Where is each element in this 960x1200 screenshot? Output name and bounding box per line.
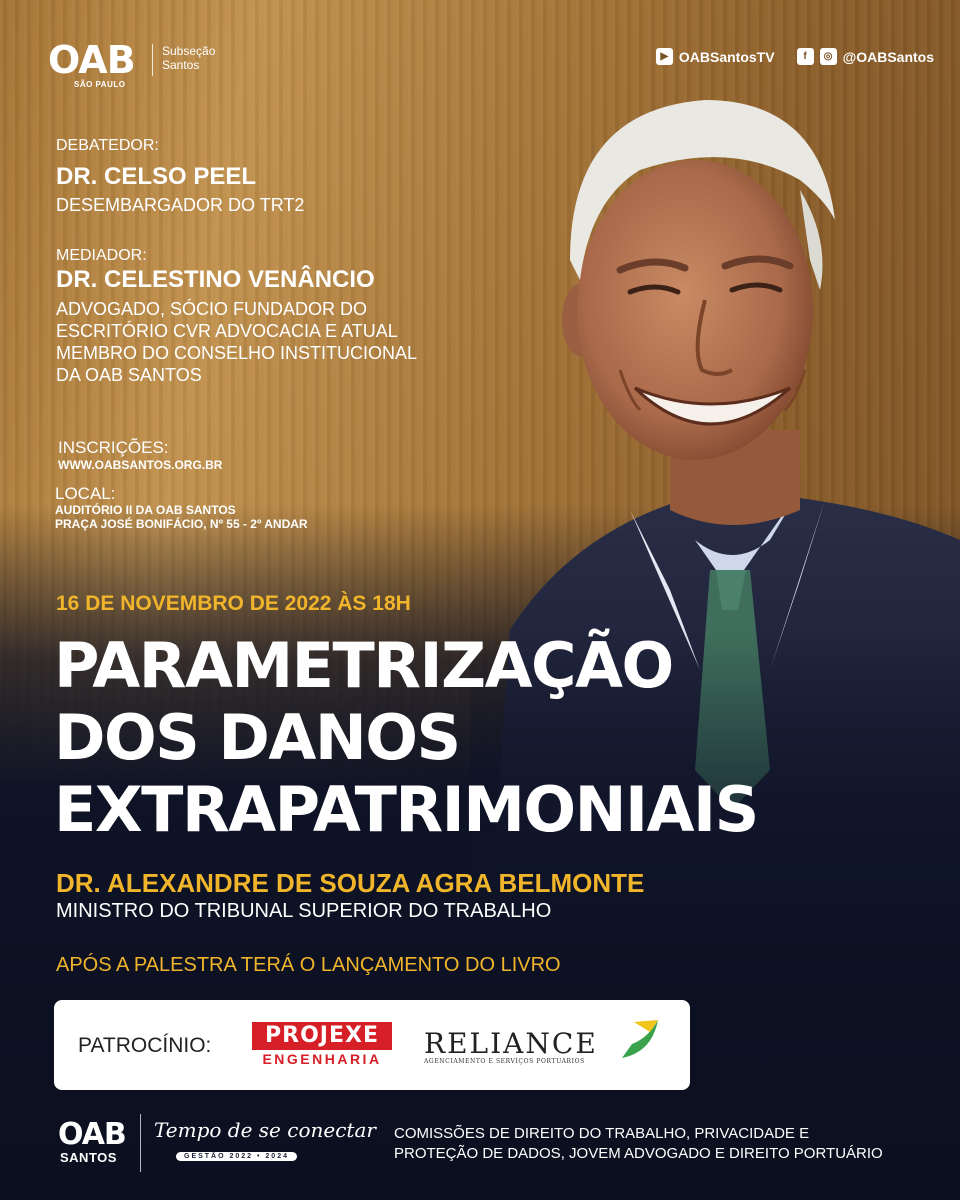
local-line1: AUDITÓRIO II DA OAB SANTOS: [55, 503, 236, 517]
instagram-icon: ◎: [820, 48, 837, 65]
mediador-role-line: ESCRITÓRIO CVR ADVOCACIA E ATUAL: [56, 321, 398, 341]
mediador-name: DR. CELESTINO VENÂNCIO: [56, 266, 375, 293]
mediador-role-line: MEMBRO DO CONSELHO INSTITUCIONAL: [56, 343, 418, 363]
footer-divider: [140, 1114, 141, 1172]
mediador-label: MEDIADOR:: [56, 247, 147, 264]
inscricoes-label: INSCRIÇÕES:: [58, 438, 169, 457]
projexe-sub: ENGENHARIA: [262, 1051, 382, 1067]
oab-santos-letters: OAB: [58, 1117, 126, 1152]
inscricoes-url[interactable]: WWW.OABSANTOS.ORG.BR: [58, 458, 223, 472]
mediador-role-line: ADVOGADO, SÓCIO FUNDADOR DO: [56, 299, 368, 319]
sponsor-panel: [54, 1000, 690, 1090]
gestao-badge: GESTÃO 2022 • 2024: [176, 1152, 297, 1161]
subsecao-line1: Subseção: [162, 44, 216, 58]
oab-logo-letters: OAB: [48, 38, 135, 82]
commissions-line: PROTEÇÃO DE DADOS, JOVEM ADVOGADO E DIREITO PORTUÁRIO: [394, 1145, 883, 1162]
reliance-sub: AGENCIAMENTO E SERVIÇOS PORTUÁRIOS: [424, 1058, 585, 1065]
book-launch-note: APÓS A PALESTRA TERÁ O LANÇAMENTO DO LIVRO: [56, 954, 561, 976]
commissions-line: COMISSÕES DE DIREITO DO TRABALHO, PRIVACIDADE E: [394, 1125, 810, 1142]
mediador-role: [56, 298, 417, 386]
event-title: [54, 630, 758, 846]
oab-santos-logo: [58, 1117, 126, 1165]
speaker-name: DR. ALEXANDRE DE SOUZA AGRA BELMONTE: [56, 868, 645, 898]
social-handle: @OABSantos: [842, 48, 934, 65]
local-label: LOCAL:: [55, 484, 116, 503]
event-title-line: DOS DANOS: [54, 701, 460, 774]
commissions-text: [394, 1124, 883, 1164]
youtube-handle: OABSantosTV: [678, 48, 775, 65]
event-date: 16 DE NOVEMBRO DE 2022 ÀS 18H: [56, 592, 411, 615]
debatedor-role: DESEMBARGADOR DO TRT2: [56, 195, 305, 215]
debatedor-name: DR. CELSO PEEL: [56, 163, 257, 190]
event-title-line: EXTRAPATRIMONIAIS: [54, 773, 758, 846]
oab-santos-word: SANTOS: [60, 1150, 117, 1165]
social-handles: [656, 48, 934, 65]
debatedor-label: DEBATEDOR:: [56, 137, 159, 154]
oab-logo-sub: SÃO PAULO: [74, 80, 126, 89]
oab-sao-paulo-logo: [48, 40, 148, 100]
projexe-logo: [252, 1022, 392, 1068]
youtube-icon: ▶: [656, 48, 673, 65]
speaker-role: MINISTRO DO TRIBUNAL SUPERIOR DO TRABALHO: [56, 900, 552, 922]
sponsor-label: PATROCÍNIO:: [78, 1034, 212, 1057]
projexe-name: PROJEXE: [252, 1022, 392, 1050]
subsecao-line2: Santos: [162, 58, 200, 72]
reliance-swoosh-icon: [614, 1012, 668, 1066]
logo-divider: [152, 44, 153, 76]
reliance-logo: [424, 1027, 598, 1065]
event-title-line: PARAMETRIZAÇÃO: [54, 629, 673, 702]
facebook-icon: f: [797, 48, 814, 65]
local-line2: PRAÇA JOSÉ BONIFÁCIO, Nº 55 - 2º ANDAR: [55, 517, 308, 531]
slogan: Tempo de se conectar: [154, 1118, 376, 1142]
reliance-name: RELIANCE: [424, 1027, 598, 1060]
mediador-role-line: DA OAB SANTOS: [56, 365, 202, 385]
subsecao-label: [162, 44, 215, 72]
